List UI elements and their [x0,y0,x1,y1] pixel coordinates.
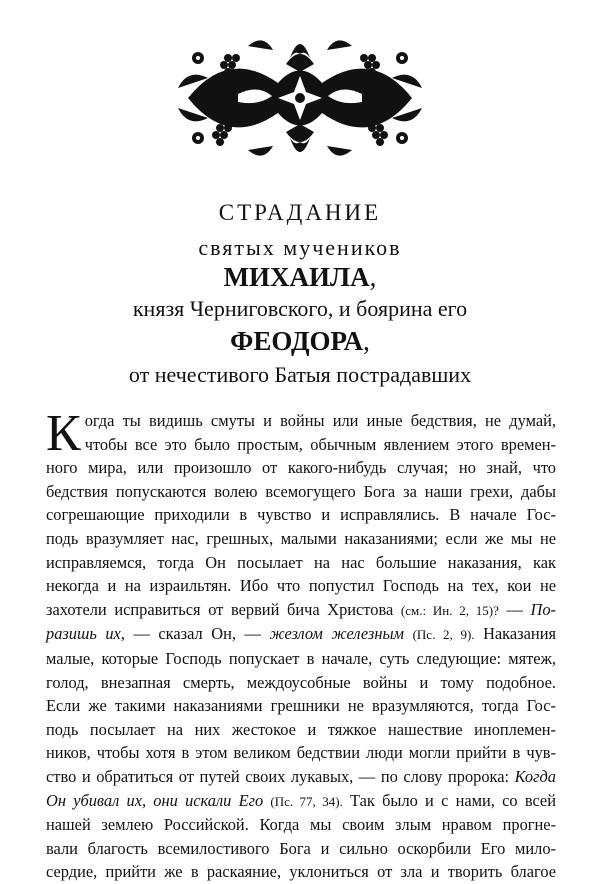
name-feodor: ФЕОДОРА [230,326,364,356]
title-line-4: князя Черниговского, и боярина его [132,296,468,321]
text-line: вали благость всемилостивого Бога и сильно оскорбили Его мило- [46,838,556,858]
text-line: нашей землею Российской. Когда мы своим злым нравом прогне- [46,815,556,835]
italic-quote: Он убивал их, они искали Его [46,790,264,810]
drop-cap: К [46,405,81,462]
text-line: сердие, прийти же в раскаяние, уклониться от зла и творить благое [46,862,556,882]
citation: (Пс. 77, 34). [270,793,343,809]
title-saint-mikhail [0,262,600,293]
floral-ornament-headpiece [168,28,432,168]
text-line: Если же такими наказаниями грешники не вразумляются, тогда Гос- [46,696,556,716]
text-run: , — сказал Он, — [120,624,270,644]
body-text [46,405,556,884]
text-line: исправляемся, тогда Он посылает на нас большие наказания, как [46,552,556,572]
text-line [46,622,556,647]
title-line-2: святых мучеников [198,235,402,260]
text-line: огда ты видишь смуты и войны или иные бедствия, не думай, [84,411,556,430]
italic-quote: По- [530,599,556,619]
citation: (см.: Ин. 2, 15)? [400,602,499,618]
text-run: Наказания [474,624,556,644]
italic-quote: жезлом железным [269,624,405,644]
title-saint-feodor [0,326,600,357]
text-line: ного мира, или произошло от какого-нибудь случая; но знай, что [46,458,556,478]
text-run: захотели исправиться от вервий бича Христова [46,599,401,619]
italic-quote: Когда [514,766,556,786]
text-line: ников, чтобы хотя в этом великом бедствии люди могли прийти в чув- [46,743,556,763]
title-line-1: СТРАДАНИЕ [218,200,382,225]
text-line: малые, которые Господь попускает в начале, суть следующие: мятеж, [46,648,556,668]
text-run: Так было и с нами, со всей [342,790,556,810]
text-line [46,765,556,789]
text-run [404,624,413,643]
text-line [46,598,556,623]
text-line: голод, внезапная смерть, междоусобные войны и тому подобное. [46,672,556,692]
italic-quote: разишь их [46,624,121,644]
name-feodor-comma: , [363,326,370,356]
text-line: бедствия попускаются волею всемогущего Бога за наши грехи, дабы [46,481,556,501]
text-run: ство и обратиться от путей своих лукавых, — по слову пророка: [46,766,515,786]
citation: (Пс. 2, 9). [412,627,475,643]
text-line: подь посылает на них жестокое и тяжкое нашествие иноплемен- [46,719,556,739]
text-line: согрешающие приходили в чувство и исправлялись. В начале Гос- [46,505,556,525]
text-line: подь вразумляет нас, грешных, малыми наказаниями; если же мы не [46,528,556,548]
text-line [46,789,556,814]
text-line: некогда и на израильтян. Ибо что попустил Господь на тех, кои не [46,576,556,596]
text-run: — [498,599,531,619]
name-mikhail: МИХАИЛА [223,262,370,292]
text-line: чтобы все это было простым, обычным явлением этого времен- [84,434,556,454]
title-line-6: от нечестивого Батыя пострадавших [128,362,472,387]
name-mikhail-comma: , [369,262,377,292]
